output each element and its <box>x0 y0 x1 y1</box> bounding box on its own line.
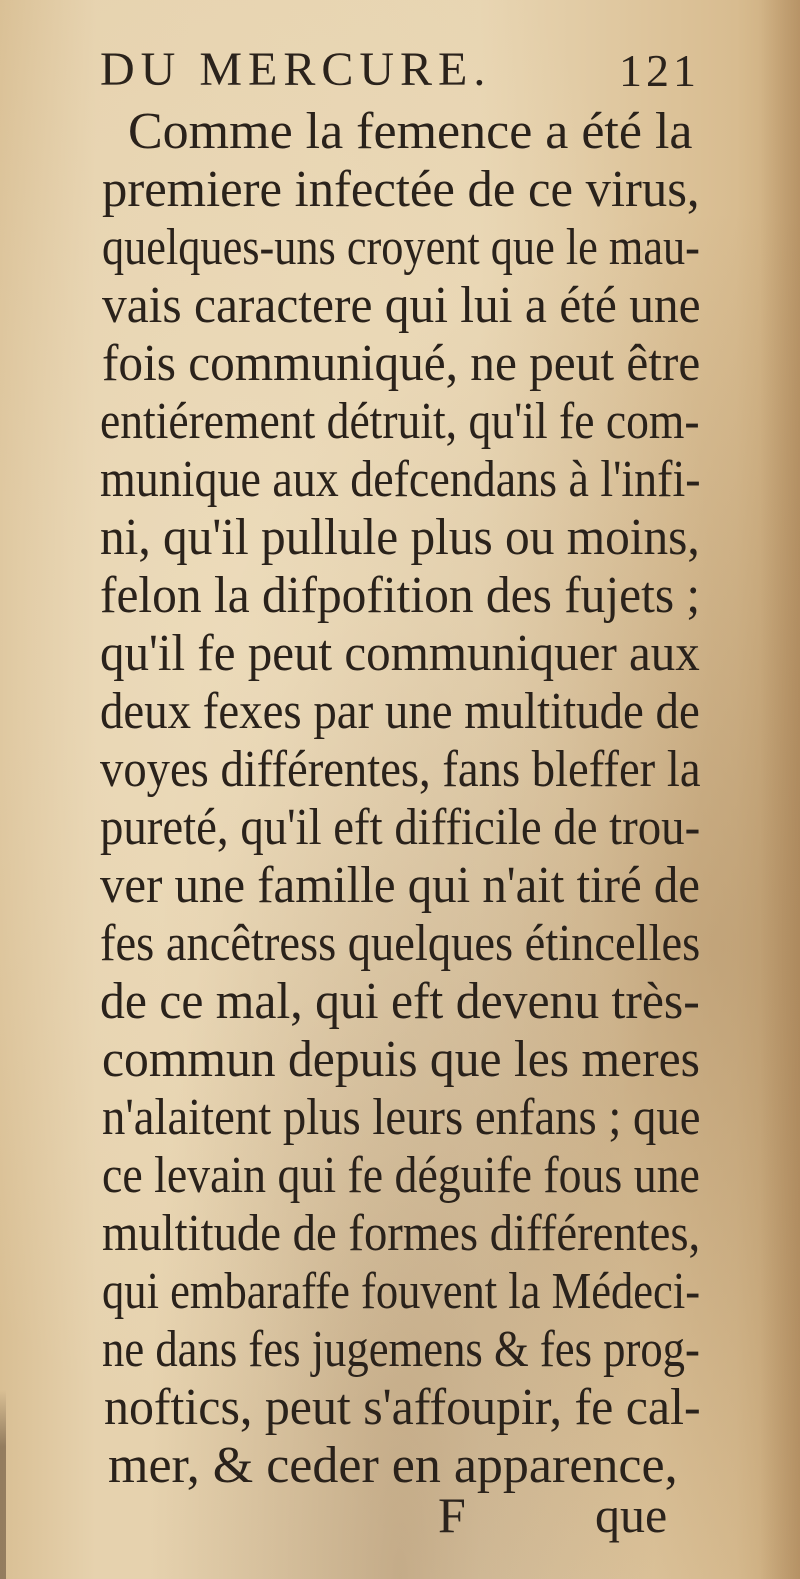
running-title: DU MERCURE. <box>100 43 492 96</box>
text-line: ver une famille qui n'ait tiré de <box>100 857 700 914</box>
text-line: qu'il fe peut communiquer aux <box>100 625 700 682</box>
text-line: commun depuis que les meres <box>102 1031 700 1088</box>
text-line: n'alaitent plus leurs enfans ; que <box>102 1089 701 1146</box>
page-shadow <box>760 0 800 1579</box>
text-line: felon la difpofition des fujets ; <box>100 567 701 624</box>
text-line: mer, & ceder en apparence, <box>108 1437 678 1494</box>
text-line: quelques-uns croyent que le mau- <box>102 219 700 276</box>
text-line: ce levain qui fe déguife fous une <box>102 1147 700 1204</box>
text-line: noftics, peut s'affoupir, fe cal- <box>104 1379 701 1436</box>
catchword: que <box>595 1487 668 1543</box>
page-header <box>100 42 700 102</box>
text-line: Comme la femence a été la <box>128 103 693 160</box>
text-line: deux fexes par une multitude de <box>100 683 700 740</box>
text-line: premiere infectée de ce virus, <box>102 161 700 218</box>
text-line: fes ancêtress quelques étincelles <box>100 915 701 972</box>
page-footer <box>0 1486 800 1546</box>
text-line: fois communiqué, ne peut être <box>102 335 701 392</box>
text-line: de ce mal, qui eft devenu très- <box>100 973 700 1030</box>
text-line: munique aux defcendans à l'infi- <box>100 451 701 508</box>
text-line: ne dans fes jugemens & fes prog- <box>102 1321 700 1378</box>
text-line: vais caractere qui lui a été une <box>102 277 701 334</box>
text-line: qui embaraffe fouvent la Médeci- <box>102 1263 701 1320</box>
page-edge <box>0 1390 6 1579</box>
signature-mark: F <box>438 1487 466 1543</box>
text-line: ni, qu'il pullule plus ou moins, <box>100 509 700 566</box>
text-line: voyes différentes, fans bleffer la <box>100 741 701 798</box>
text-line: pureté, qu'il eft difficile de trou- <box>100 799 701 856</box>
text-line: entiérement détruit, qu'il fe com- <box>100 393 700 450</box>
page-number: 121 <box>619 45 700 96</box>
text-line: multitude de formes différentes, <box>102 1205 701 1262</box>
